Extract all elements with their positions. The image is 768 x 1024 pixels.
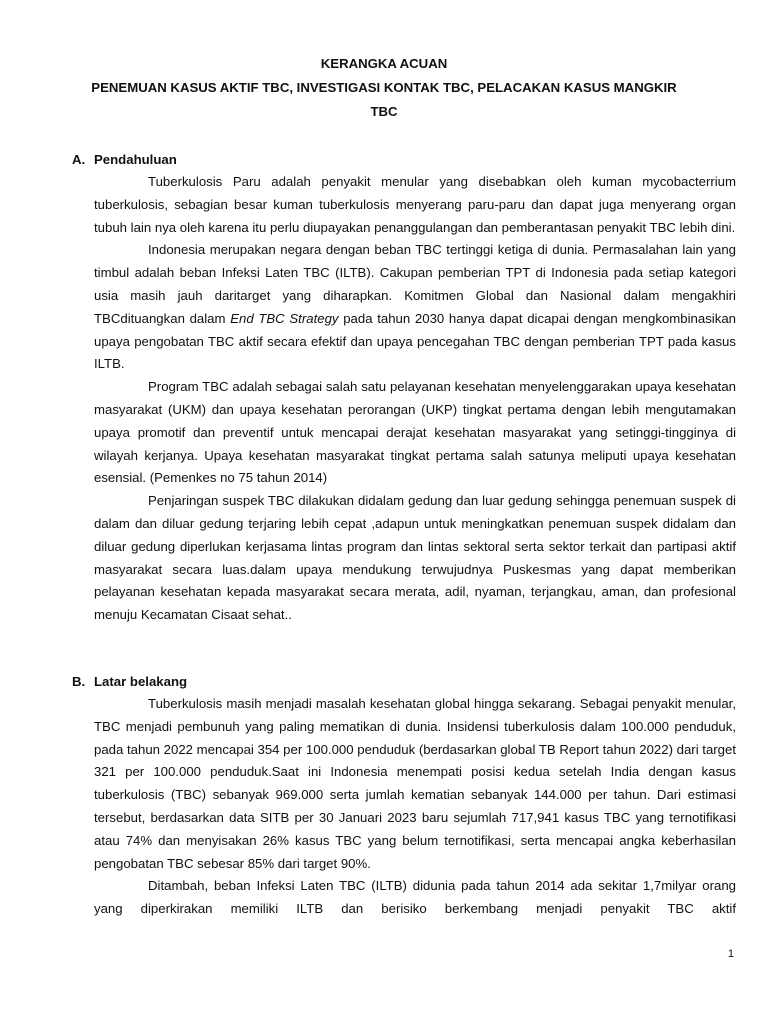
section-heading [72, 670, 736, 693]
document-title [40, 52, 728, 124]
section-letter: A. [72, 152, 86, 167]
page-number: 1 [727, 948, 734, 960]
paragraph: Penjaringan suspek TBC dilakukan didalam gedung dan luar gedung sehingga penemuan suspek di dalam dan diluar gedung terjaring lebih cepat ,adapun untuk meningkatkan penemuan suspek didalam dan diluar gedung diperlukan kerjasama lintas program dan lintas sektoral serta sektor terkait dan partipasi aktif masyarakat secara luas.dalam upaya mendukung terwujudnya Puskesmas yang dapat memberikan pelayanan kesehatan kepada masyarakat secara merata, adil, nyaman, terjangkau, aman, dan profesional menuju Kecamatan Cisaat sehat.. [94, 493, 736, 623]
section-title: Pendahuluan [94, 152, 177, 167]
section-letter: B. [72, 674, 86, 689]
paragraph [94, 239, 736, 376]
section-latar-belakang [72, 670, 736, 921]
title-line-3: TBC [370, 104, 398, 119]
emphasis-text: End TBC Strategy [230, 310, 339, 326]
title-line-2: PENEMUAN KASUS AKTIF TBC, INVESTIGASI KONTAK TBC, PELACAKAN KASUS MANGKIR [91, 80, 677, 95]
section-body [94, 171, 736, 627]
paragraph: Ditambah, beban Infeksi Laten TBC (ILTB) didunia pada tahun 2014 ada sekitar 1,7milyar orang yang diperkirakan memiliki ILTB dan berisiko berkembang menjadi penyakit TBC aktif [94, 878, 736, 917]
paragraph: Tuberkulosis masih menjadi masalah kesehatan global hingga sekarang. Sebagai penyakit menular, TBC menjadi pembunuh yang paling mematikan di dunia. Insidensi tuberkulosis dalam 100.000 penduduk, pada tahun 2022 mencapai 354 per 100.000 penduduk (berdasarkan global TB Report tahun 2022) dari target 321 per 100.000 penduduk.Saat ini Indonesia menempati posisi kedua setelah India dengan kasus tuberkulosis (TBC) sebanyak 969.000 serta jumlah kematian sebanyak 144.000 per tahun. Dari estimasi tersebut, berdasarkan data SITB per 30 Januari 2023 baru sejumlah 717,941 kasus TBC yang ternotifikasi atau 74% dan menyisakan 26% kasus TBC yang belum ternotifikasi, serta mencapai angka keberhasilan pengobatan TBC sebesar 85% dari target 90%. [94, 696, 737, 871]
section-heading [72, 148, 736, 171]
paragraph-text: Indonesia merupakan negara dengan beban TBC tertinggi ketiga di dunia. Permasalahan lain yang timbul adalah beban Infeksi Laten TBC (ILTB). Cakupan pemberian TPT di Indonesia pada setiap kategori usia masih jauh daritarget yang diharapkan. Komitmen Global dan Nasional dalam mengakhiri TBCdituangkan dalam [94, 242, 736, 326]
section-title: Latar belakang [94, 674, 188, 689]
section-body [94, 693, 736, 921]
title-line-1: KERANGKA ACUAN [320, 56, 448, 71]
paragraph: Tuberkulosis Paru adalah penyakit menular yang disebabkan oleh kuman mycobacterrium tuberkulosis, sebagian besar kuman tuberkulosis menyerang paru-paru dan dapat juga menyerang organ tubuh lain nya oleh karena itu perlu diupayakan penanggulangan dan pemberantasan penyakit TBC lebih dini. [94, 174, 736, 235]
section-pendahuluan [72, 148, 736, 627]
paragraph: Program TBC adalah sebagai salah satu pelayanan kesehatan menyelenggarakan upaya kesehatan masyarakat (UKM) dan upaya kesehatan perorangan (UKP) tingkat pertama dengan lebih mengutamakan upaya promotif dan preventif untuk mencapai derajat kesehatan masyarakat yang setinggi-tingginya di wilayah kerjanya. Upaya kesehatan masyarakat tingkat pertama salah satunya meliputi upaya kesehatan esensial. (Pemenkes no 75 tahun 2014) [94, 379, 736, 486]
paragraph-text: pada tahun 2030 hanya dapat dicapai dengan mengkombinasikan upaya pengobatan TBC aktif secara efektif dan upaya pencegahan TBC dengan pemberian TPT pada kasus ILTB. [94, 310, 736, 372]
